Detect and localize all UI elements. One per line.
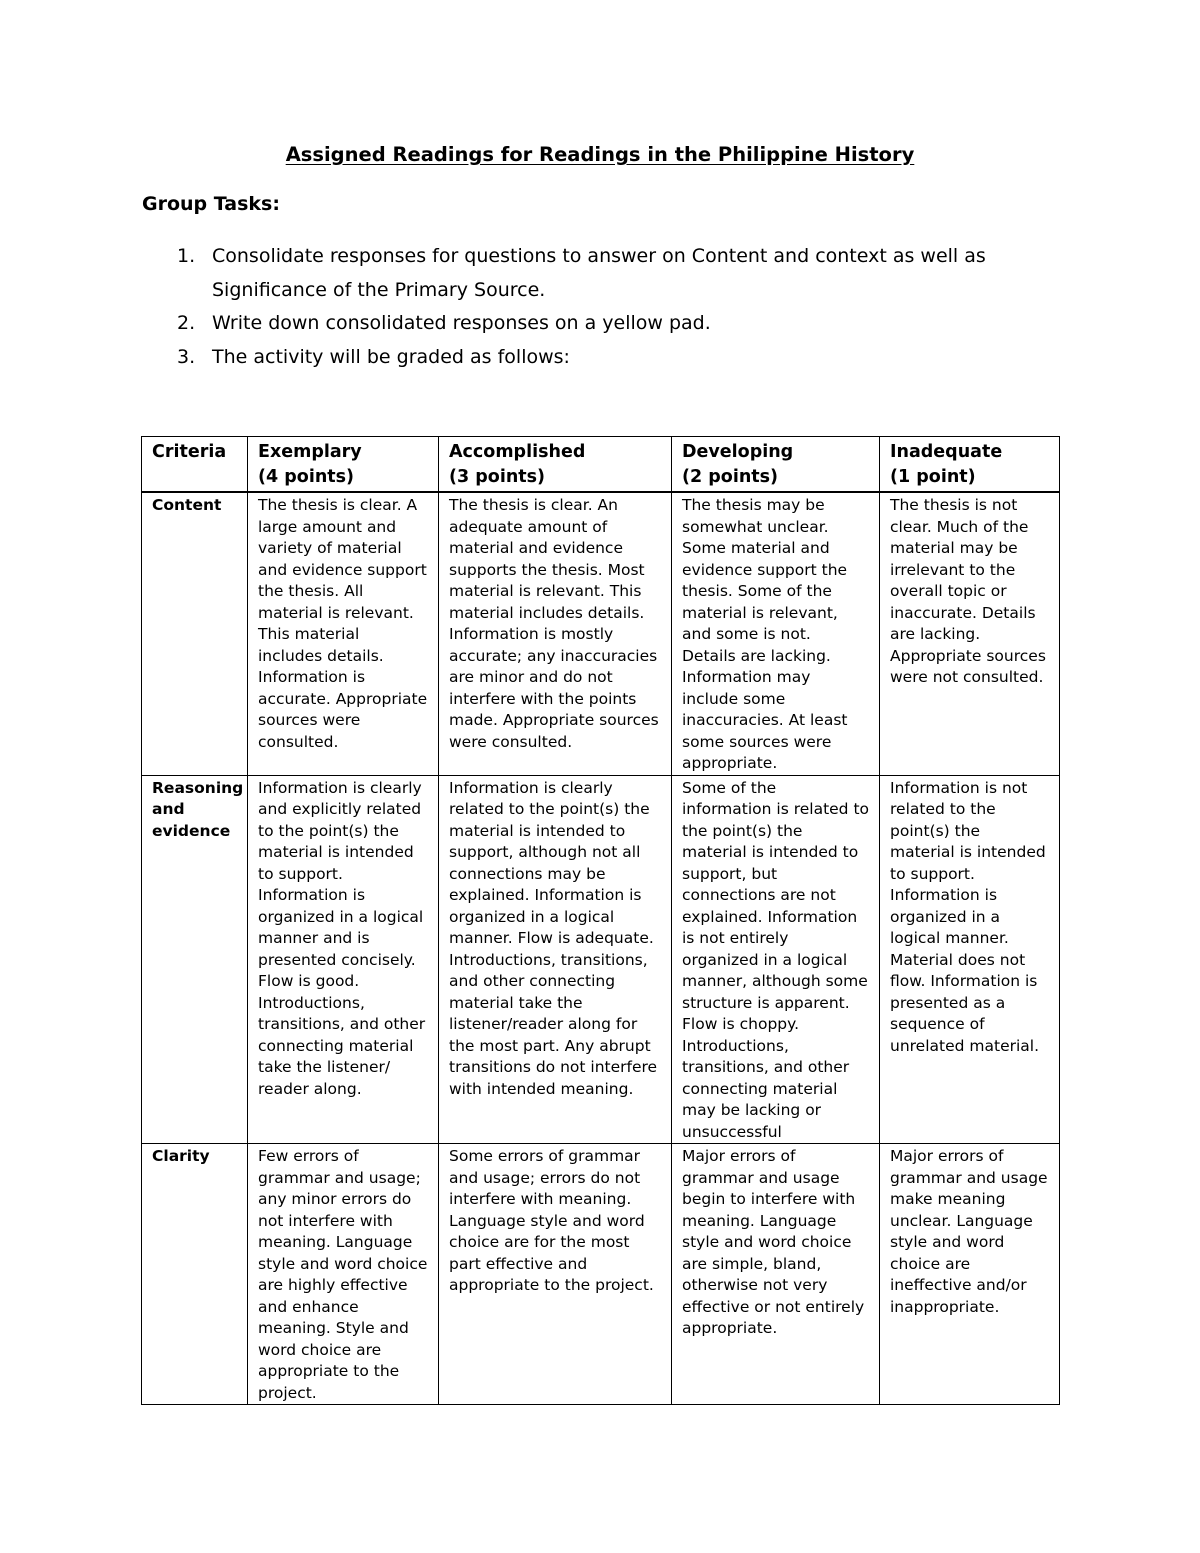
list-item [142,240,1062,307]
exemplary-cell: Few errors of grammar and usage; any minor errors do not interfere with meaning. Language style and word choice are highly effective and enhance meaning. Style and word choice are appropriate to the project. [248,1144,439,1405]
header-label: Inadequate [890,442,1003,462]
list-item-text: Consolidate responses for questions to answer on Content and context as well as Significance of the Primary Source. [212,245,986,301]
task-list [142,240,1062,374]
list-item-text: The activity will be graded as follows: [212,345,570,368]
header-label: Exemplary [258,442,362,462]
criteria-cell: Content [142,492,248,775]
list-item [142,307,1062,341]
header-label: Developing [682,442,794,462]
header-points: (4 points) [258,467,355,487]
list-number: 2. [177,312,196,334]
header-points: (3 points) [449,467,546,487]
table-row [142,1144,1060,1405]
criteria-cell: Clarity [142,1144,248,1405]
grading-rubric-table [141,436,1060,1405]
header-exemplary [248,437,439,493]
group-tasks-heading: Group Tasks: [142,193,280,215]
developing-cell: Some of the information is related to the point(s) the material is intended to support, but connections are not explained. Information is not entirely organized in a logical manner, although some structure is apparent. Flow is choppy. Introductions, transitions, and other connecting material may be lacking or unsuccessful [672,775,880,1144]
table-row [142,492,1060,775]
header-criteria [142,437,248,493]
inadequate-cell: The thesis is not clear. Much of the material may be irrelevant to the overall topic or inaccurate. Details are lacking. Appropriate sources were not consulted. [880,492,1060,775]
header-developing [672,437,880,493]
inadequate-cell: Major errors of grammar and usage make meaning unclear. Language style and word choice are ineffective and/or inappropriate. [880,1144,1060,1405]
inadequate-cell: Information is not related to the point(s) the material is intended to support. Information is organized in a logical manner. Material does not flow. Information is presented as a sequence of unrelated material. [880,775,1060,1144]
header-label: Criteria [152,442,227,462]
criteria-cell: Reasoning and evidence [142,775,248,1144]
page-title: Assigned Readings for Readings in the Philippine History [285,143,915,166]
accomplished-cell: The thesis is clear. An adequate amount of material and evidence supports the thesis. Most material is relevant. This material includes details. Information is mostly accurate; any inaccuracies are minor and do not interfere with the points made. Appropriate sources were consulted. [439,492,672,775]
header-accomplished [439,437,672,493]
list-number: 1. [177,245,196,267]
accomplished-cell: Some errors of grammar and usage; errors do not interfere with meaning. Language style and word choice are for the most part effective and appropriate to the project. [439,1144,672,1405]
developing-cell: The thesis may be somewhat unclear. Some material and evidence support the thesis. Some of the material is relevant, and some is not. Details are lacking. Information may include some inaccuracies. At least some sources were appropriate. [672,492,880,775]
header-points: (2 points) [682,467,779,487]
list-item-text: Write down consolidated responses on a yellow pad. [212,312,711,334]
table-row [142,775,1060,1144]
header-points: (1 point) [890,467,976,487]
accomplished-cell: Information is clearly related to the point(s) the material is intended to support, although not all connections may be explained. Information is organized in a logical manner. Flow is adequate. Introductions, transitions, and other connecting material take the listener/reader along for the most part. Any abrupt transitions do not interfere with intended meaning. [439,775,672,1144]
developing-cell: Major errors of grammar and usage begin to interfere with meaning. Language style and word choice are simple, bland, otherwise not very effective or not entirely appropriate. [672,1144,880,1405]
list-number: 3. [177,345,196,368]
table-header-row [142,437,1060,493]
exemplary-cell: The thesis is clear. A large amount and variety of material and evidence support the thesis. All material is relevant. This material includes details. Information is accurate. Appropriate sources were consulted. [248,492,439,775]
exemplary-cell: Information is clearly and explicitly related to the point(s) the material is intended to support. Information is organized in a logical manner and is presented concisely. Flow is good. Introductions, transitions, and other connecting material take the listener/ reader along. [248,775,439,1144]
header-inadequate [880,437,1060,493]
list-item [142,341,1062,375]
header-label: Accomplished [449,442,586,462]
